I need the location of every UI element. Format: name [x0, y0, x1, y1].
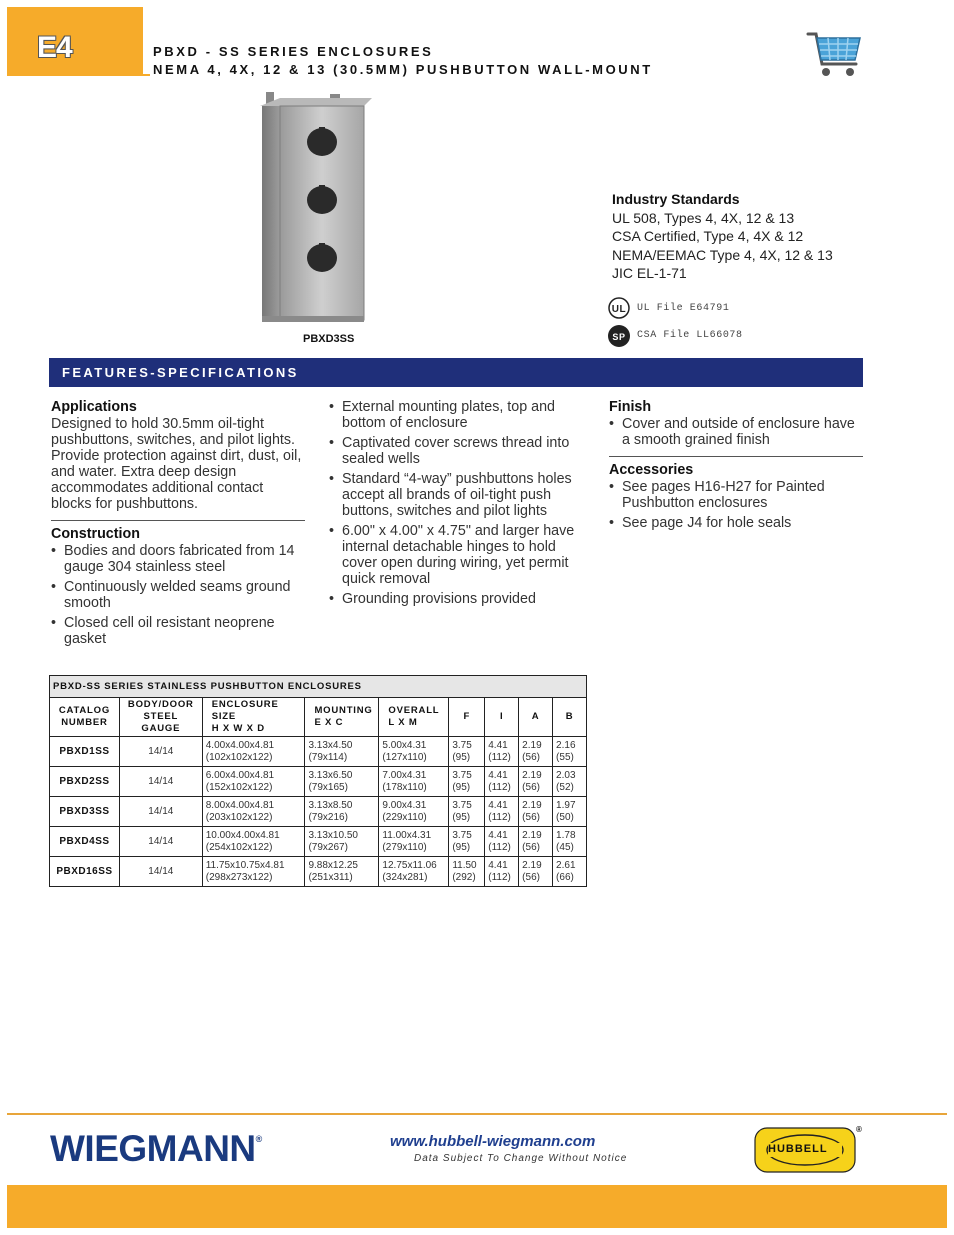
list-item: • 6.00" x 4.00" x 4.75" and larger have internal detachable hinges to hold cover open during wiring, yet permit quick removal	[329, 523, 579, 587]
cell-catalog: PBXD4SS	[50, 827, 120, 857]
applications-heading: Applications	[51, 399, 137, 415]
ul-file: UL File E64791	[637, 303, 730, 314]
cell-size: 4.00x4.00x4.81 (102x102x122)	[202, 737, 305, 767]
csa-cert	[607, 324, 743, 352]
cell-size: 6.00x4.00x4.81 (152x102x122)	[202, 767, 305, 797]
cell-f: 3.75 (95)	[449, 827, 485, 857]
header-a: A	[519, 698, 553, 737]
cell-b: 1.97 (50)	[553, 797, 587, 827]
svg-text:UL: UL	[611, 304, 627, 315]
standard-line: JIC EL-1-71	[612, 265, 687, 281]
tab-underline	[7, 74, 150, 76]
cell-gauge: 14/14	[119, 857, 202, 887]
header-b: B	[553, 698, 587, 737]
cell-a: 2.19 (56)	[519, 737, 553, 767]
ul-logo-icon	[607, 297, 631, 319]
notice-text: Data Subject To Change Without Notice	[414, 1153, 628, 1164]
list-item: • Bodies and doors fabricated from 14 gauge 304 stainless steel	[51, 543, 305, 575]
list-item: • Standard “4-way” pushbuttons holes accept all brands of oil-tight push buttons, switches and pilot lights	[329, 471, 579, 519]
cell-b: 2.03 (52)	[553, 767, 587, 797]
list-item: • External mounting plates, top and bottom of enclosure	[329, 399, 579, 431]
construction-section	[51, 520, 305, 647]
hubbell-logo: HUBBELL ®	[754, 1127, 860, 1173]
footer-band	[7, 1185, 947, 1228]
cell-size: 10.00x4.00x4.81 (254x102x122)	[202, 827, 305, 857]
page-title: PBXD - SS SERIES ENCLOSURES	[153, 44, 434, 59]
column-finish	[609, 399, 863, 535]
standard-line: CSA Certified, Type 4, 4X & 12	[612, 228, 804, 244]
header-f: F	[449, 698, 485, 737]
header-catalog: CATALOG NUMBER	[50, 698, 120, 737]
header-overall: OVERALL L X M	[379, 698, 449, 737]
list-item: • Closed cell oil resistant neoprene gasket	[51, 615, 305, 647]
header-i: I	[485, 698, 519, 737]
finish-heading: Finish	[609, 399, 652, 415]
cell-catalog: PBXD2SS	[50, 767, 120, 797]
cell-mounting: 3.13x10.50 (79x267)	[305, 827, 379, 857]
cell-f: 11.50 (292)	[449, 857, 485, 887]
cell-gauge: 14/14	[119, 827, 202, 857]
standard-line: UL 508, Types 4, 4X, 12 & 13	[612, 209, 795, 226]
applications-text: Designed to hold 30.5mm oil-tight pushbuttons, switches, and pilot lights. Provide protection against dirt, dust, oil, and water. Extra deep design accommodates additional contact blocks for pushbuttons.	[51, 416, 302, 512]
cell-i: 4.41 (112)	[485, 797, 519, 827]
industry-standards	[612, 190, 833, 283]
footer-divider	[7, 1113, 947, 1115]
cell-overall: 12.75x11.06 (324x281)	[379, 857, 449, 887]
enclosure-photo	[260, 92, 372, 324]
cell-i: 4.41 (112)	[485, 737, 519, 767]
cell-overall: 11.00x4.31 (279x110)	[379, 827, 449, 857]
cell-overall: 5.00x4.31 (127x110)	[379, 737, 449, 767]
header-size: ENCLOSURE SIZE H X W X D	[202, 698, 305, 737]
standards-title: Industry Standards	[612, 191, 740, 207]
header-mounting: MOUNTING E X C	[305, 698, 379, 737]
cell-mounting: 3.13x4.50 (79x114)	[305, 737, 379, 767]
cell-gauge: 14/14	[119, 767, 202, 797]
list-item: • Captivated cover screws thread into sealed wells	[329, 435, 579, 467]
cell-catalog: PBXD16SS	[50, 857, 120, 887]
csa-file: CSA File LL66078	[637, 330, 743, 341]
table-row	[50, 797, 587, 827]
table-body	[50, 737, 587, 887]
section-tab	[7, 7, 143, 74]
cell-a: 2.19 (56)	[519, 767, 553, 797]
list-item: • Continuously welded seams ground smooth	[51, 579, 305, 611]
ul-cert	[607, 297, 730, 323]
construction-heading: Construction	[51, 526, 140, 542]
cell-mounting: 3.13x6.50 (79x165)	[305, 767, 379, 797]
cell-mounting: 3.13x8.50 (79x216)	[305, 797, 379, 827]
cell-b: 2.61 (66)	[553, 857, 587, 887]
cell-f: 3.75 (95)	[449, 737, 485, 767]
cell-i: 4.41 (112)	[485, 857, 519, 887]
page-subtitle: NEMA 4, 4X, 12 & 13 (30.5MM) PUSHBUTTON WALL-MOUNT	[153, 62, 653, 77]
cell-overall: 9.00x4.31 (229x110)	[379, 797, 449, 827]
svg-text:SP: SP	[612, 332, 626, 342]
cell-catalog: PBXD3SS	[50, 797, 120, 827]
list-item: • See page J4 for hole seals	[609, 515, 863, 531]
cell-mounting: 9.88x12.25 (251x311)	[305, 857, 379, 887]
photo-caption: PBXD3SS	[303, 333, 355, 345]
cell-a: 2.19 (56)	[519, 857, 553, 887]
list-item: • Cover and outside of enclosure have a smooth grained finish	[609, 416, 863, 448]
cell-i: 4.41 (112)	[485, 767, 519, 797]
cell-catalog: PBXD1SS	[50, 737, 120, 767]
cell-size: 11.75x10.75x4.81 (298x273x122)	[202, 857, 305, 887]
table-row	[50, 737, 587, 767]
cell-a: 2.19 (56)	[519, 797, 553, 827]
header-gauge: BODY/DOOR STEEL GAUGE	[119, 698, 202, 737]
list-item: • Grounding provisions provided	[329, 591, 579, 607]
cell-i: 4.41 (112)	[485, 827, 519, 857]
features-bar-title: FEATURES-SPECIFICATIONS	[62, 365, 299, 380]
section-tab-label: E4	[37, 31, 72, 64]
list-item: • See pages H16-H27 for Painted Pushbutton enclosures	[609, 479, 863, 511]
features-bar	[49, 358, 863, 387]
wiegmann-logo: WIEGMANN®	[50, 1128, 262, 1169]
table-header-row	[50, 698, 587, 737]
website-link[interactable]: www.hubbell-wiegmann.com	[390, 1133, 596, 1150]
table-row	[50, 767, 587, 797]
table-row	[50, 857, 587, 887]
accessories-heading: Accessories	[609, 462, 694, 478]
table-caption: PBXD-SS SERIES STAINLESS PUSHBUTTON ENCLOSURES	[50, 676, 587, 698]
cell-b: 2.16 (55)	[553, 737, 587, 767]
cell-gauge: 14/14	[119, 797, 202, 827]
cell-overall: 7.00x4.31 (178x110)	[379, 767, 449, 797]
column-features	[329, 399, 579, 611]
spec-table	[49, 675, 587, 887]
cell-size: 8.00x4.00x4.81 (203x102x122)	[202, 797, 305, 827]
cell-f: 3.75 (95)	[449, 797, 485, 827]
column-applications	[51, 399, 305, 651]
cell-gauge: 14/14	[119, 737, 202, 767]
table-row	[50, 827, 587, 857]
cell-b: 1.78 (45)	[553, 827, 587, 857]
standard-line: NEMA/EEMAC Type 4, 4X, 12 & 13	[612, 246, 833, 263]
shopping-cart-icon[interactable]	[806, 30, 864, 80]
cell-f: 3.75 (95)	[449, 767, 485, 797]
accessories-section	[609, 456, 863, 531]
csa-logo-icon	[607, 324, 631, 348]
cell-a: 2.19 (56)	[519, 827, 553, 857]
